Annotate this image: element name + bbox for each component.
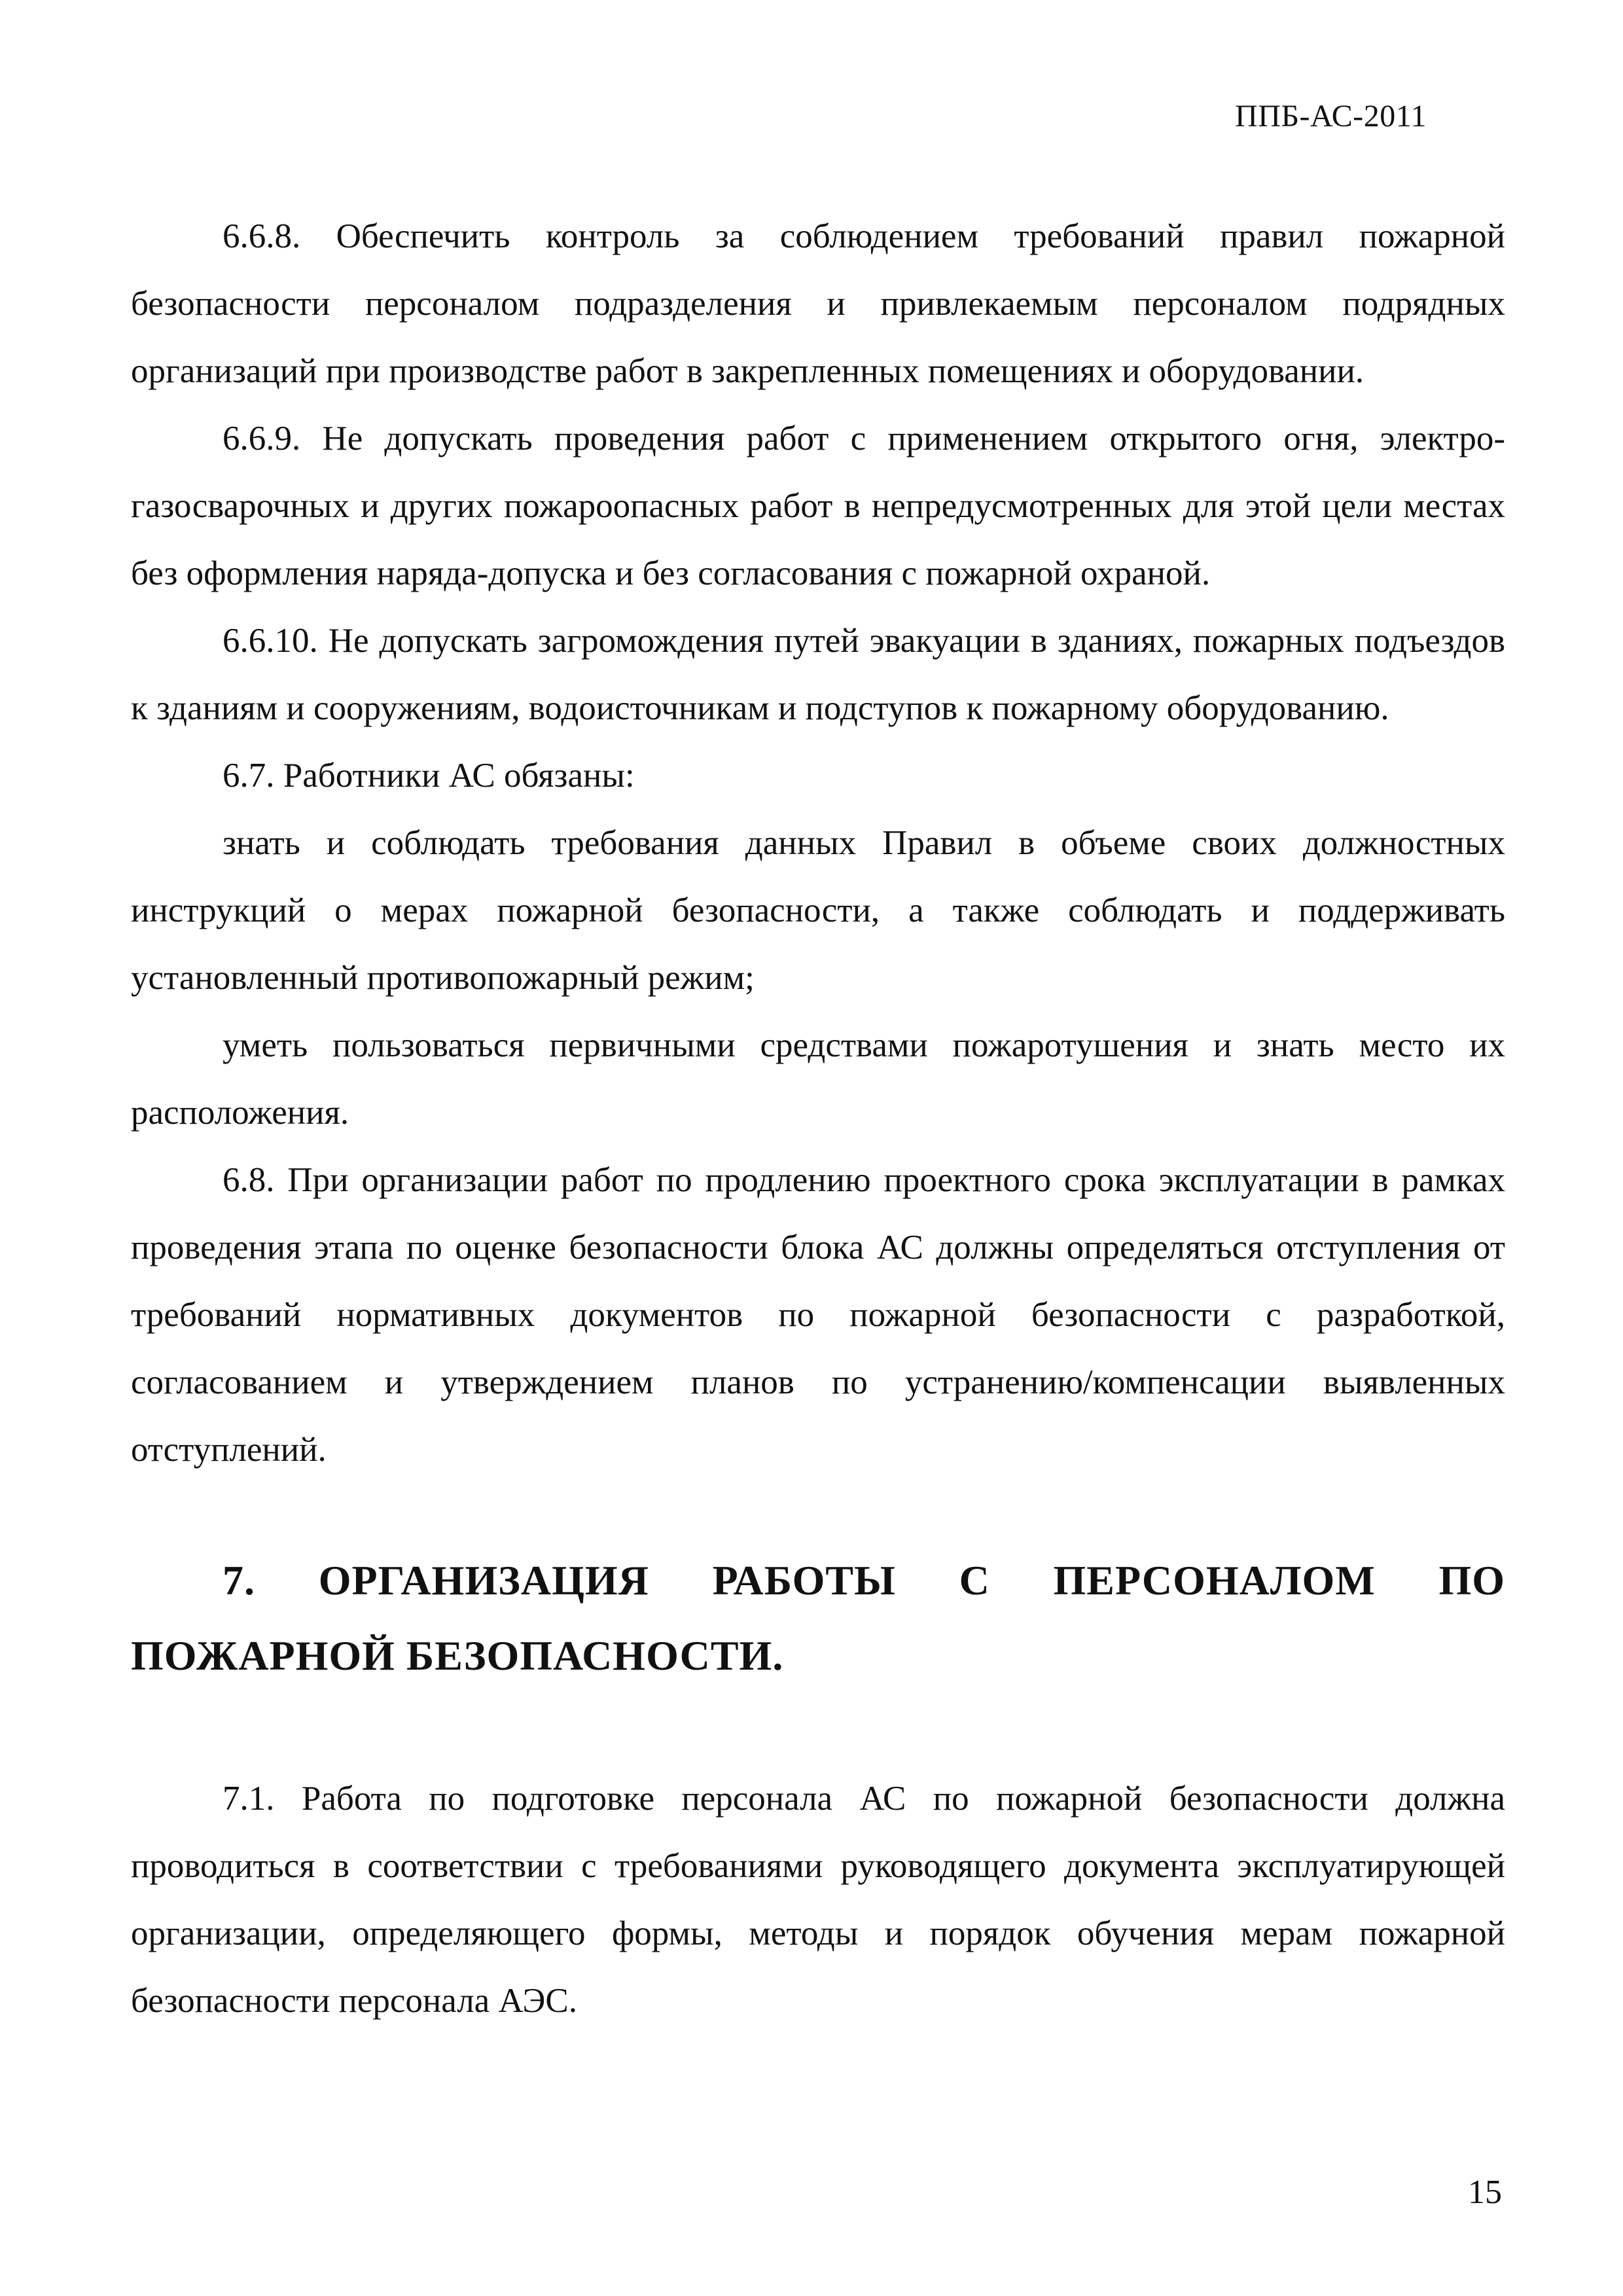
section-7-heading: 7. ОРГАНИЗАЦИЯ РАБОТЫ С ПЕРСОНАЛОМ ПО ПОЖАРНОЙ БЕЗОПАСНОСТИ.	[131, 1557, 1505, 1679]
document-body	[131, 203, 1505, 2035]
paragraph-6-7-skills: уметь пользоваться первичными средствами пожаротушения и знать место их расположения.	[131, 1026, 1505, 1132]
paragraph-6-8: 6.8. При организации работ по продлению проектного срока эксплуатации в рамках проведения этапа по оценке безопасности блока АС должны определяться отступления от требований нормативных документов по пожарной безопасности с разработкой, согласованием и утверждением планов по устранению/компенсации выявленных отступлений.	[131, 1161, 1505, 1469]
paragraph-6-6-8: 6.6.8. Обеспечить контроль за соблюдением требований правил пожарной безопасности персоналом подразделения и привлекаемым персоналом подрядных организаций при производстве работ в закрепленных помещениях и оборудовании.	[131, 217, 1505, 390]
page-number: 15	[1468, 2174, 1502, 2211]
paragraph-6-7: 6.7. Работники АС обязаны:	[223, 757, 635, 795]
paragraph-6-6-10: 6.6.10. Не допускать загромождения путей эвакуации в зданиях, пожарных подъездов к зданиям и сооружениям, водоисточникам и подступов к пожарному оборудованию.	[131, 622, 1505, 727]
paragraph-7-1: 7.1. Работа по подготовке персонала АС по пожарной безопасности должна проводиться в соответствии с требованиями руководящего документа эксплуатирующей организации, определяющего формы, методы и порядок обучения мерам пожарной безопасности персонала АЭС.	[131, 1780, 1505, 2020]
paragraph-6-6-9: 6.6.9. Не допускать проведения работ с применением открытого огня, электро-газосварочных и других пожароопасных работ в непредусмотренных для этой цели местах без оформления наряда-допуска и без согласования с пожарной охраной.	[131, 420, 1505, 592]
document-code-header: ППБ-АС-2011	[1235, 99, 1427, 134]
paragraph-6-7-know: знать и соблюдать требования данных Правил в объеме своих должностных инструкций о мерах пожарной безопасности, а также соблюдать и поддерживать установленный противопожарный режим;	[131, 824, 1505, 997]
